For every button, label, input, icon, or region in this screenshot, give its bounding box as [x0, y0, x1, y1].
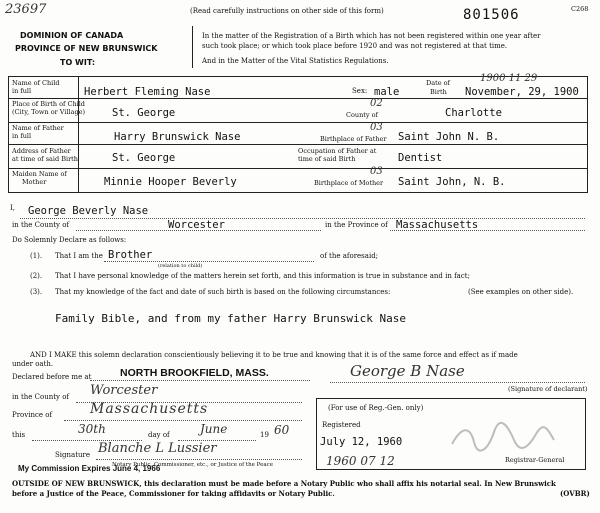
notary-signature-line — [96, 459, 302, 460]
notary-signature: Blanche L Lussier — [98, 441, 217, 456]
label-place-of-birth-2: (City, Town or Village) — [12, 108, 86, 116]
item-2-text: That I have personal knowledge of the matters herein set forth, and this information is true in substance and in fact; — [55, 272, 470, 280]
declaration-year-prefix: 19 — [260, 431, 269, 439]
registered-date: July 12, 1960 — [320, 436, 403, 448]
item-3-text: That my knowledge of the fact and date of such birth is based on the following circumstances: — [55, 288, 391, 296]
label-this: this — [12, 431, 26, 439]
child-birth-place: St. George — [112, 107, 176, 119]
label-mother-birthplace: Birthplace of Mother — [314, 179, 384, 187]
label-father-name-1: Name of Father — [12, 124, 64, 132]
declaration-year: 60 — [274, 423, 290, 437]
label-child-name-2: in full — [12, 87, 32, 95]
registered-date-handwritten: 1960 07 12 — [326, 454, 395, 468]
serial-number: 801506 — [463, 7, 520, 23]
relation-note: (relation to child) — [158, 263, 203, 269]
label-declarant-county: in the County of — [12, 221, 70, 229]
item-1-number: (1). — [30, 252, 43, 260]
label-father-address-2: at time of said Birth — [12, 155, 78, 163]
father-occupation: Dentist — [398, 152, 443, 164]
item-3-note: (See examples on other side). — [468, 288, 574, 296]
label-father-occupation-2: time of said Birth — [298, 155, 356, 163]
father-name: Harry Brunswick Nase — [114, 131, 241, 143]
declarant-name-line — [20, 218, 585, 219]
declare-text: Do Solemnly Declare as follows: — [12, 236, 127, 244]
child-birth-date-handwritten: 1900 11 29 — [480, 73, 538, 84]
footer-code: (OVBR) — [560, 489, 590, 498]
father-birthplace-code: 03 — [370, 122, 383, 133]
oath-text-1: AND I MAKE this solemn declaration conscientiously believing it to be true and knowing that it is of the same force and effect as if made — [30, 351, 518, 359]
label-declarant-province: in the Province of — [325, 221, 388, 229]
declarant-county: Worcester — [168, 219, 225, 231]
label-declared-before: Declared before me at — [12, 373, 92, 381]
label-mother-name-1: Maiden Name of — [12, 170, 67, 178]
child-sex: male — [374, 86, 400, 98]
child-birth-county: Charlotte — [445, 107, 502, 119]
declaration-month: June — [200, 422, 228, 436]
mother-birthplace: Saint John, N. B. — [398, 176, 506, 188]
commission-stamp: My Commission Expires June 4, 1966 — [18, 464, 161, 473]
label-column-divider — [78, 76, 79, 192]
declarant-signature-line — [330, 382, 585, 383]
father-birthplace: Saint John N. B. — [398, 131, 500, 143]
footer-text-1: OUTSIDE OF NEW BRUNSWICK, this declaration must be made before a Notary Public who shall affix his notarial seal. In New Brunswick — [12, 479, 556, 488]
declaration-province: Massachusetts — [90, 401, 209, 417]
declarant-province: Massachusetts — [396, 219, 479, 231]
child-birth-date: November, 29, 1900 — [465, 86, 579, 98]
declared-place-stamp: NORTH BROOKFIELD, MASS. — [120, 367, 269, 379]
footer-text-2: before a Justice of the Peace, Commissioner for taking affidavits or Notary Public. — [12, 489, 335, 498]
read-instructions-note: (Read carefully instructions on other side of this form) — [190, 7, 384, 15]
mother-birthplace-code: 03 — [370, 166, 383, 177]
item-2-number: (2). — [30, 272, 43, 280]
label-sex: Sex: — [352, 87, 368, 95]
relation-line — [104, 261, 314, 262]
oath-text-2: under oath. — [12, 360, 54, 368]
header-bracket — [192, 26, 193, 68]
circumstances-text: Family Bible, and from my father Harry Brunswick Nase — [55, 312, 406, 325]
label-notary-signature: Signature — [55, 451, 91, 459]
matter-text-2: such took place; or which took place before 1920 and was not registered at that time. — [202, 42, 508, 50]
declarant-name: George Beverly Nase — [28, 205, 149, 217]
child-name: Herbert Fleming Nase — [84, 86, 211, 98]
label-registered: Registered — [322, 421, 361, 429]
declaration-province-line — [64, 420, 302, 421]
declarant-relation: Brother — [108, 249, 153, 261]
notary-note: Notary Public, Commissioner, etc., or Justice of the Peace — [112, 462, 273, 468]
registrar-signature-mark — [448, 420, 558, 454]
declarant-county-line — [76, 230, 321, 231]
matter-text-1: In the matter of the Registration of a Birth which has not been registered within one year after — [202, 32, 541, 40]
label-date-of: Date of — [426, 79, 450, 87]
handwritten-file-number: 23697 — [5, 2, 47, 17]
label-i: I, — [10, 204, 15, 212]
to-wit-heading: TO WIT: — [60, 58, 96, 67]
declarant-signature: George B Nase — [350, 362, 465, 380]
label-child-name-1: Name of Child — [12, 79, 60, 87]
row-divider-2 — [8, 122, 587, 123]
row-divider-1 — [8, 98, 587, 99]
mother-name: Minnie Hooper Beverly — [104, 176, 237, 188]
label-father-birthplace: Birthplace of Father — [320, 135, 387, 143]
label-father-occupation-1: Occupation of Father at — [298, 147, 377, 155]
father-address: St. George — [112, 152, 176, 164]
county-code: 02 — [370, 98, 383, 109]
label-declaration-county: in the County of — [12, 393, 70, 401]
item-1-end: of the aforesaid; — [320, 252, 379, 260]
form-code: C268 — [571, 5, 589, 13]
province-heading: PROVINCE OF NEW BRUNSWICK — [15, 44, 158, 53]
label-place-of-birth-1: Place of Birth of Child — [12, 100, 85, 108]
row-divider-4 — [8, 168, 587, 169]
label-birth: Birth — [430, 88, 447, 96]
label-county-of: County of — [346, 111, 378, 119]
label-declaration-province: Province of — [12, 411, 53, 419]
dominion-heading: DOMINION OF CANADA — [20, 31, 124, 40]
declared-place-line — [90, 380, 310, 381]
declarant-signature-note: (Signature of declarant) — [508, 385, 588, 393]
row-divider-3 — [8, 144, 587, 145]
label-mother-name-2: Mother — [22, 178, 47, 186]
label-day-of: day of — [148, 431, 170, 439]
declarant-province-line — [390, 230, 585, 231]
registrar-label: Registrar-General — [505, 456, 565, 464]
declaration-day: 30th — [78, 422, 106, 436]
matter-text-3: And in the Matter of the Vital Statistics Regulations. — [202, 57, 389, 65]
item-3-number: (3). — [30, 288, 43, 296]
label-father-address-1: Address of Father — [12, 147, 71, 155]
registrar-box-title: (For use of Reg.-Gen. only) — [328, 404, 424, 412]
item-1-text: That I am the — [55, 252, 103, 260]
label-father-name-2: in full — [12, 132, 32, 140]
declaration-county: Worcester — [90, 383, 158, 398]
